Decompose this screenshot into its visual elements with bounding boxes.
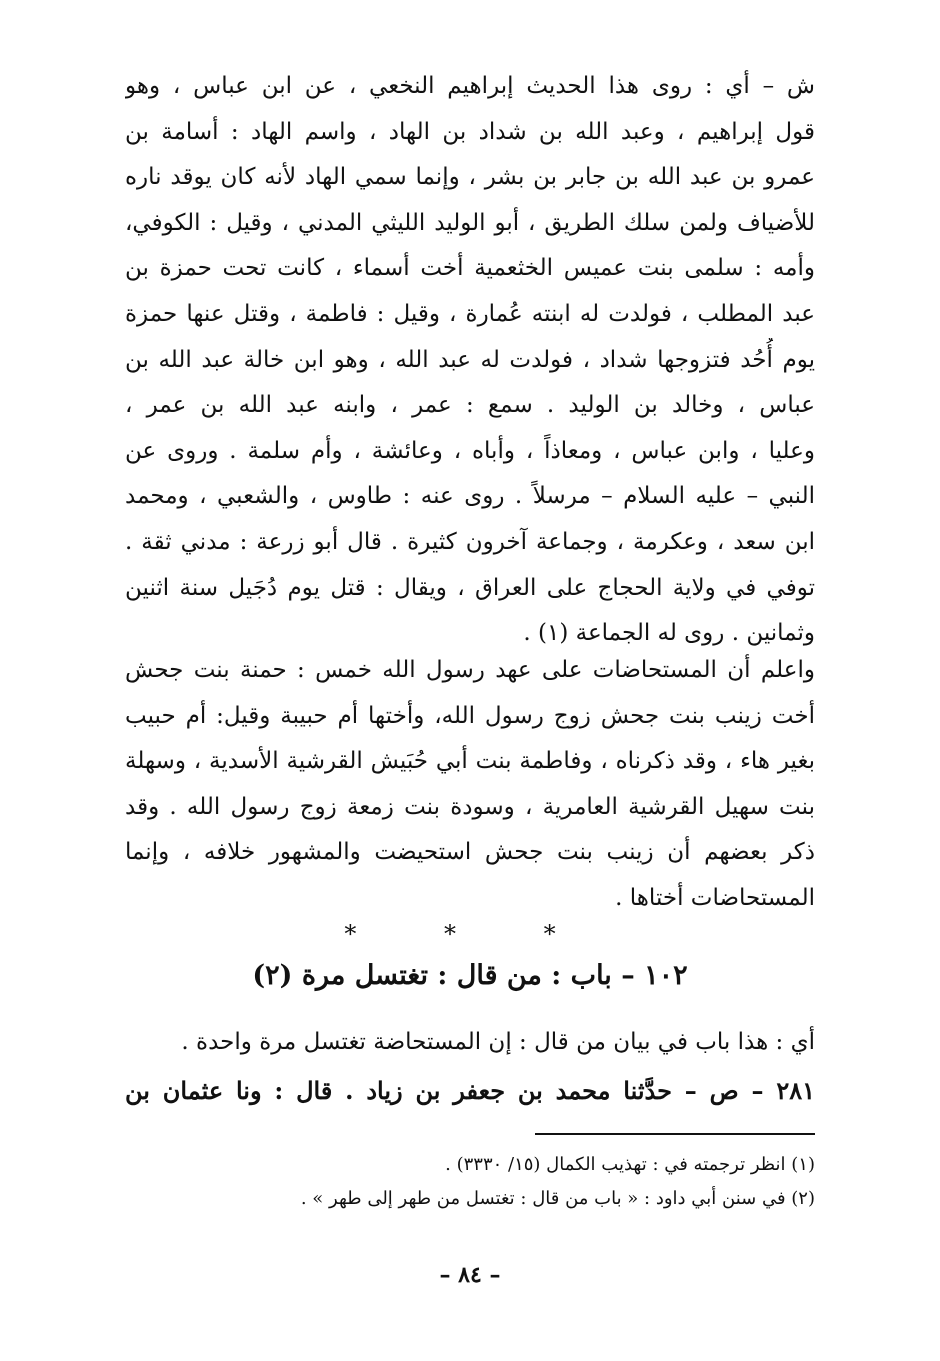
chapter-title: ١٠٢ – باب : من قال : تغتسل مرة (٢) [252,960,688,991]
commentary-line: وعليا ، وابن عباس ، ومعاذاً ، وأباه ، وعائشة ، وأم سلمة . وروى عن [125,437,815,464]
page-number: – ٨٤ – [439,1262,501,1288]
paragraph-line: ذكر بعضهم أن زينب بنت جحش استحيضت والمشهور خلافه ، وإنما [125,839,815,866]
section-separator: * * * [344,920,596,948]
commentary-line: توفي في ولاية الحجاج على العراق ، ويقال : قتل يوم دُجَيل سنة اثنين [125,574,815,601]
commentary-line: عباس ، وخالد بن الوليد . سمع : عمر ، وابنه عبد الله بن عمر ، [125,392,815,419]
chapter-explanation [125,1020,815,1066]
footnote: (١) انظر ترجمته في : تهذيب الكمال (١٥/ ٣٣٣٠) . [445,1154,815,1175]
paragraph-line: بنت سهيل القرشية العامرية ، وسودة بنت زمعة زوج رسول الله . وقد [125,793,815,820]
paragraph-line: بغير هاء ، وقد ذكرناه ، وفاطمة بنت أبي حُبَيش القرشية الأسدية ، وسهلة [125,748,815,775]
mustahadat-paragraph [125,648,815,922]
commentary-line: ش – أي : روى هذا الحديث إبراهيم النخعي ، عن ابن عباس ، وهو [125,73,815,99]
explanation-line: أي : هذا باب في بيان من قال : إن المستحاضة تغتسل مرة واحدة . [181,1029,815,1055]
commentary-line: وثمانين . روى له الجماعة (١) . [523,620,815,647]
commentary-line: ابن سعد ، وعكرمة ، وجماعة آخرون كثيرة . قال أبو زرعة : مدني ثقة . [125,528,815,555]
hadith-line: ٢٨١ – ص – حدَّثنا محمد بن جعفر بن زياد . قال : ونا عثمان بن [125,1076,815,1105]
commentary-line: وأمه : سلمى بنت عميس الخثعمية أخت أسماء ، كانت تحت حمزة بن [125,255,815,282]
footnote-divider [535,1133,815,1135]
commentary-line: يوم أُحُد فتزوجها شداد ، فولدت له عبد الله ، وهو ابن خالة عبد الله بن [125,346,815,373]
paragraph-line: أخت زينب بنت جحش زوج رسول الله، وأختها أم حبيبة وقيل: أم حبيب [125,702,815,729]
paragraph-line: واعلم أن المستحاضات على عهد رسول الله خمس : حمنة بنت جحش [125,657,815,683]
commentary-line: قول إبراهيم ، وعبد الله بن شداد بن الهاد ، واسم الهاد : أسامة بن [125,118,815,145]
commentary-line: عبد المطلب ، فولدت له ابنته عُمارة ، وقيل : فاطمة ، وقتل عنها حمزة [125,300,815,327]
paragraph-line: المستحاضات أختاها . [615,884,815,911]
footnote: (٢) في سنن أبي داود : « باب من قال : تغتسل من طهر إلى طهر » . [300,1188,815,1209]
hadith-text [125,1068,815,1114]
commentary-line: للأضياف ولمن سلك الطريق ، أبو الوليد الليثي المدني ، وقيل : الكوفي، [125,209,815,236]
footnotes [125,1148,815,1216]
commentary-line: النبي – عليه السلام – مرسلاً . روى عنه : طاوس ، والشعبي ، ومحمد [125,483,815,510]
commentary-line: عمرو بن عبد الله بن جابر بن بشر ، وإنما سمي الهاد لأنه كان يوقد ناره [125,164,815,191]
commentary-paragraph [125,64,815,657]
